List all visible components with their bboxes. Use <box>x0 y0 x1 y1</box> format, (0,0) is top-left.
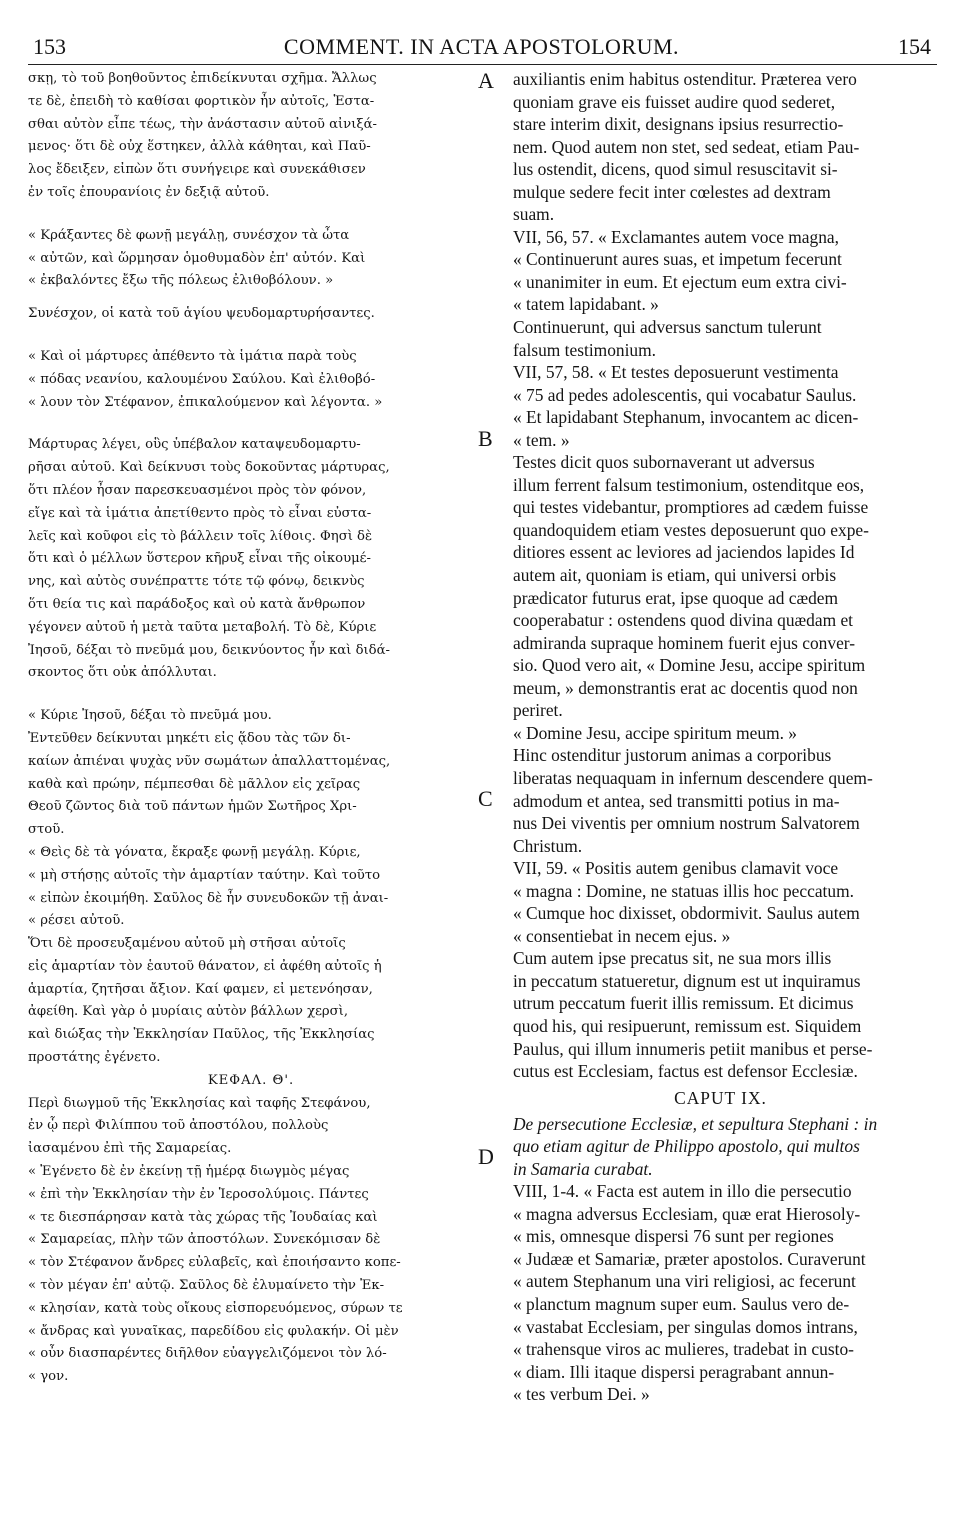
text-line: « τε διεσπάρησαν κατὰ τὰς χώρας τῆς Ἰουδαίας καὶ <box>28 1209 378 1225</box>
text-line: Ἰησοῦ, δέξαι τὸ πνεῦμά μου, δεικνύοντος ἦν καὶ διδά- <box>28 642 390 658</box>
text-line: Περὶ διωγμοῦ τῆς Ἐκκλησίας καὶ ταφῆς Στεφάνου, <box>28 1095 371 1111</box>
text-line: « ρέσει αὐτοῦ. <box>28 913 125 929</box>
text-line: VII, 59. « Positis autem genibus clamavit voce <box>513 858 839 879</box>
text-line: cutus est Ecclesiam, factus est defensor Ecclesiæ. <box>513 1061 858 1082</box>
text-line: « λουν τὸν Στέφανον, ἐπικαλούμενον καὶ λέγοντα. » <box>28 394 383 410</box>
text-line: quoniam grave eis fuisset audire quod sederet, <box>513 91 836 112</box>
latin-chapter-summary <box>513 1113 928 1181</box>
text-line: καίων ἀπιέναι ψυχὰς νῦν σωμάτων ἀπαλλαττομένας, <box>28 753 391 769</box>
text-line: « Κράξαντες δὲ φωνῇ μεγάλῃ, συνέσχον τὰ ὦτα <box>28 227 350 243</box>
text-line: admiranda supraque hominem fuerit ejus conver- <box>513 632 856 653</box>
text-line: « 75 ad pedes adolescentis, qui vocabatur Saulus. <box>513 384 857 405</box>
text-line: sio. Quod vero ait, « Domine Jesu, accipe spiritum <box>513 655 866 676</box>
margin-marker-d: D <box>478 1144 494 1169</box>
text-line: « ἐπὶ τὴν Ἐκκλησίαν τὴν ἐν Ἱεροσολύμοις. Πάντες <box>28 1186 369 1202</box>
text-line: « planctum magnum super eum. Saulus vero de- <box>513 1293 850 1314</box>
text-line: « magna adversus Ecclesiam, quæ erat Hierosoly- <box>513 1203 861 1224</box>
text-line: σκῃ, τὸ τοῦ βοηθοῦντος ἐπιδείκνυται σχῆμα. Ἄλλως <box>28 71 377 86</box>
greek-column <box>28 68 474 1389</box>
text-line: « Et lapidabant Stephanum, invocantem ac dicen- <box>513 407 859 428</box>
text-line: suam. <box>513 204 555 225</box>
text-line: σκοντος ὅτι οὐκ ἀπόλλυται. <box>28 665 217 681</box>
text-line: « τὸν μέγαν ἐπ' αὐτῷ. Σαῦλος δὲ ἐλυμαίνετο τὴν Ἐκ- <box>28 1278 385 1294</box>
text-line: Paulus, qui illum innumeris petiit manibus et perse- <box>513 1038 873 1059</box>
text-line: ἐν τοῖς ἐπουρανίοις ἐν δεξιᾷ αὐτοῦ. <box>28 184 270 200</box>
greek-paragraph <box>28 705 474 1070</box>
greek-scripture-quote <box>28 1161 474 1389</box>
latin-column <box>513 68 928 1406</box>
text-line: quod his, qui resipuerunt, remissum est. Siquidem <box>513 1015 862 1036</box>
text-line: Testes dicit quos subornaverant ut adversus <box>513 452 815 473</box>
text-line: στοῦ. <box>28 822 65 838</box>
text-line: « mis, omnesque dispersi 76 sunt per regiones <box>513 1226 834 1247</box>
text-line: « οὖν διασπαρέντες διῆλθον εὐαγγελιζόμενοι τὸν λό- <box>28 1346 387 1362</box>
text-line: « αὐτῶν, καὶ ὥρμησαν ὁμοθυμαδὸν ἐπ' αὐτόν. Καὶ <box>28 250 366 266</box>
text-line: « unanimiter in eum. Et ejectum eum extra civi- <box>513 271 847 292</box>
text-line: utrum peccatum fuerit illis remissum. Et dicimus <box>513 993 854 1014</box>
text-line: ρῆσαι αὐτοῦ. Καὶ δείκνυσι τοὺς δοκοῦντας μάρτυρας, <box>28 460 390 476</box>
text-line: quandoquidem etiam vestes deposuerunt quo expe- <box>513 519 869 540</box>
text-line: VIII, 1-4. « Facta est autem in illo die persecutio <box>513 1181 852 1202</box>
running-title: COMMENT. IN ACTA APOSTOLORUM. <box>283 34 680 59</box>
left-page-number: 153 <box>33 34 66 59</box>
text-line: admodum et antea, sed transmitti potius in ma- <box>513 790 840 811</box>
text-line: « ἄνδρας καὶ γυναῖκας, παρεδίδου εἰς φυλακήν. Οἱ μὲν <box>28 1323 399 1339</box>
greek-paragraph <box>28 303 474 326</box>
text-line: ὅτι πλέον ἦσαν παρεσκευασμένοι πρὸς τὸν φόνον, <box>28 482 367 498</box>
text-line: « tatem lapidabant. » <box>513 294 659 315</box>
text-line: λος ἔδειξεν, εἰπὼν ὅτι συνήγειρε καὶ συνεκάθισεν <box>28 162 366 178</box>
text-line: Ὅτι δὲ προσευξαμένου αὐτοῦ μὴ στῆσαι αὐτοῖς <box>28 936 346 952</box>
text-line: προστάτης ἐγένετο. <box>28 1050 161 1066</box>
text-line: « trahensque viros ac mulieres, tradebat in custo- <box>513 1339 854 1360</box>
text-line: autem ait, quoniam is etiam, qui universi orbis <box>513 565 837 586</box>
text-line: τε δὲ, ἐπειδὴ τὸ καθίσαι φορτικὸν ἦν αὐτοῖς, Ἑστα- <box>28 93 375 109</box>
text-line: εἰς ἁμαρτίαν τὸν ἑαυτοῦ θάνατον, εἰ ἀφέθη αὐτοῖς ἡ <box>28 958 382 974</box>
text-line: « Domine Jesu, accipe spiritum meum. » <box>513 722 797 743</box>
text-line: γέγονεν αὐτοῦ ἡ μετὰ ταῦτα μεταβολή. Τὸ δὲ, Κύριε <box>28 619 377 635</box>
text-line: nus Dei viventis per omnium nostrum Salvatorem <box>513 813 860 834</box>
text-line: illum ferrent falsum testimonium, ostenditque eos, <box>513 474 865 495</box>
text-line: Christum. <box>513 835 583 856</box>
text-line: ὅτι θεία τις καὶ παράδοξος καὶ οὐ κατὰ ἄνθρωπον <box>28 596 366 612</box>
text-line: VII, 57, 58. « Et testes deposuerunt vestimenta <box>513 362 839 383</box>
text-line: « κλησίαν, κατὰ τοὺς οἴκους εἰσπορευόμενος, σύρων τε <box>28 1300 403 1316</box>
text-line: meum, » demonstrantis erat ac docentis quod non <box>513 677 858 698</box>
margin-marker-a: A <box>478 68 494 93</box>
text-line: Μάρτυρας λέγει, οὓς ὑπέβαλον καταψευδομαρτυ- <box>28 437 361 453</box>
text-line: ἁμαρτία, ζητῆσαι ἄξιον. Καί φαμεν, εἰ μετενόησαν, <box>28 981 373 997</box>
text-line: « Κύριε Ἰησοῦ, δέξαι τὸ πνεῦμά μου. <box>28 708 272 724</box>
latin-paragraph <box>513 1180 928 1405</box>
text-line: cooperabatur : ostendens quod divina quædam et <box>513 610 854 631</box>
text-line: ὅτι καὶ ὁ μέλλων ὕστερον κῆρυξ εἶναι τῆς οἰκουμέ- <box>28 551 371 567</box>
text-line: « Σαμαρείας, πλὴν τῶν ἀποστόλων. Συνεκόμισαν δὲ <box>28 1232 381 1248</box>
text-line: De persecutione Ecclesiæ, et sepultura Stephani : in <box>513 1113 878 1134</box>
text-line: Θεοῦ ζῶντος διὰ τοῦ πάντων ἡμῶν Σωτῆρος Χρι- <box>28 799 357 815</box>
text-line: nem. Quod autem non stet, sed sedeat, etiam Pau- <box>513 136 860 157</box>
text-line: qui testes videbantur, promptiores ad cædem fuisse <box>513 497 869 518</box>
header-rule <box>28 64 937 65</box>
text-line: ἐν ᾧ περὶ Φιλίππου τοῦ ἀποστόλου, πολλοὺς <box>28 1118 329 1134</box>
text-line: σθαι αὐτὸν εἶπε τέως, τὴν ἀνάστασιν αὐτοῦ αἰνιξά- <box>28 116 377 132</box>
greek-paragraph <box>28 434 474 685</box>
text-line: VII, 56, 57. « Exclamantes autem voce magna, <box>513 226 839 247</box>
text-line: Ἐντεῦθεν δείκνυται μηκέτι εἰς ᾅδου τὰς τῶν δι- <box>28 730 351 746</box>
margin-marker-b: B <box>478 426 493 451</box>
text-line: « Θεὶς δὲ τὰ γόνατα, ἔκραξε φωνῇ μεγάλῃ. Κύριε, <box>28 844 361 860</box>
latin-paragraph <box>513 68 928 226</box>
greek-scripture-quote <box>28 225 474 293</box>
text-line: καὶ διώξας τὴν Ἐκκλησίαν Παῦλος, τῆς Ἐκκλησίας <box>28 1027 375 1043</box>
text-line: καθὰ καὶ πρώην, πέμπεσθαι δὲ μᾶλλον εἰς χεῖρας <box>28 776 361 792</box>
text-line: « ἐκβαλόντες ἔξω τῆς πόλεως ἐλιθοβόλουν. » <box>28 273 334 289</box>
text-line: μενος· ὅτι δὲ οὐχ ἕστηκεν, ἀλλὰ κάθηται, καὶ Παῦ- <box>28 139 371 155</box>
text-line: ditiores essent ac leviores ad jaciendos lapides Id <box>513 542 855 563</box>
latin-chapter-heading: CAPUT IX. <box>674 1087 767 1108</box>
text-line: « consentiebat in necem ejus. » <box>513 925 731 946</box>
latin-paragraph <box>513 226 928 1083</box>
text-line: Cum autem ipse precatus sit, ne sua mors illis <box>513 948 832 969</box>
text-line: « tem. » <box>513 429 570 450</box>
text-line: Continuerunt, qui adversus sanctum tulerunt <box>513 317 822 338</box>
margin-marker-c: C <box>478 786 493 811</box>
text-line: « magna : Domine, ne statuas illis hoc peccatum. <box>513 880 854 901</box>
text-line: prædicator futurus erat, ipse quoque ad cædem <box>513 587 839 608</box>
text-line: lus ostendit, dicens, quod simul resuscitavit si- <box>513 159 838 180</box>
text-line: « Continuerunt aures suas, et impetum fecerunt <box>513 249 842 270</box>
text-line: stare interim dixit, designans ipsius resurrectio- <box>513 114 844 135</box>
right-page-number: 154 <box>898 34 931 59</box>
greek-scripture-quote <box>28 346 474 414</box>
text-line: « πόδας νεανίου, καλουμένου Σαύλου. Καὶ ἐλιθοβό- <box>28 371 376 387</box>
text-line: λεῖς καὶ κοῦφοι εἰς τὸ βάλλειν τοῖς λίθοις. Φησὶ δὲ <box>28 528 373 544</box>
text-line: ἰασαμένου ἐπὶ τῆς Σαμαρείας. <box>28 1141 232 1157</box>
text-line: auxiliantis enim habitus ostenditur. Præterea vero <box>513 69 857 89</box>
text-line: in peccatum statueretur, dignum est ut inquiramus <box>513 970 861 991</box>
text-line: Hinc ostenditur justorum animas a corporibus <box>513 745 832 766</box>
greek-paragraph <box>28 68 474 205</box>
text-line: liberatas nequaquam in infernum descendere quem- <box>513 767 873 788</box>
text-line: Συνέσχον, οἱ κατὰ τοῦ ἁγίου ψευδομαρτυρήσαντες. <box>28 306 375 322</box>
text-line: « diam. Illi itaque dispersi peragrabant annun- <box>513 1361 835 1382</box>
text-line: in Samaria curabat. <box>513 1158 653 1179</box>
text-line: « autem Stephanum una viri religiosi, ac fecerunt <box>513 1271 856 1292</box>
text-line: εἴγε καὶ τὰ ἱμάτια ἀπετίθεντο πρὸς τὸ εἶναι εὐστα- <box>28 505 372 521</box>
text-line: « Cumque hoc dixisset, obdormivit. Saulus autem <box>513 903 860 924</box>
greek-chapter-summary <box>28 1093 474 1161</box>
text-line: « Ἐγένετο δὲ ἐν ἐκείνῃ τῇ ἡμέρᾳ διωγμὸς μέγας <box>28 1164 350 1180</box>
text-line: periret. <box>513 700 563 721</box>
text-line: « Judææ et Samariæ, præter apostolos. Curaverunt <box>513 1248 866 1269</box>
text-line: « tes verbum Dei. » <box>513 1384 650 1405</box>
text-line: « τὸν Στέφανον ἄνδρες εὐλαβεῖς, καὶ ἐποιήσαντο κοπε- <box>28 1255 401 1271</box>
text-line: « vastabat Ecclesiam, per singulas domos intrans, <box>513 1316 858 1337</box>
text-line: « μὴ στήσῃς αὐτοῖς τὴν ἁμαρτίαν ταύτην. Καὶ τοῦτο <box>28 867 381 883</box>
text-line: « εἰπὼν ἐκοιμήθη. Σαῦλος δὲ ἦν συνευδοκῶν τῇ ἀναι- <box>28 890 389 906</box>
greek-chapter-heading: ΚΕΦΑΛ. Θ'. <box>207 1072 295 1088</box>
text-line: ἀφείθη. Καὶ γὰρ ὁ μυρίαις αὐτὸν βάλλων χερσὶ, <box>28 1004 349 1020</box>
text-line: mulque sedere fecit inter cœlestes ad dextram <box>513 181 831 202</box>
text-line: « γον. <box>28 1369 69 1385</box>
text-line: falsum testimonium. <box>513 339 656 360</box>
text-line: νης, καὶ αὐτὸς συνέπραττε τότε τῷ φόνῳ, δεικνὺς <box>28 574 365 590</box>
text-line: quo etiam agitur de Philippo apostolo, qui multos <box>513 1136 860 1157</box>
text-line: « Καὶ οἱ μάρτυρες ἀπέθεντο τὰ ἱμάτια παρὰ τοὺς <box>28 348 357 364</box>
